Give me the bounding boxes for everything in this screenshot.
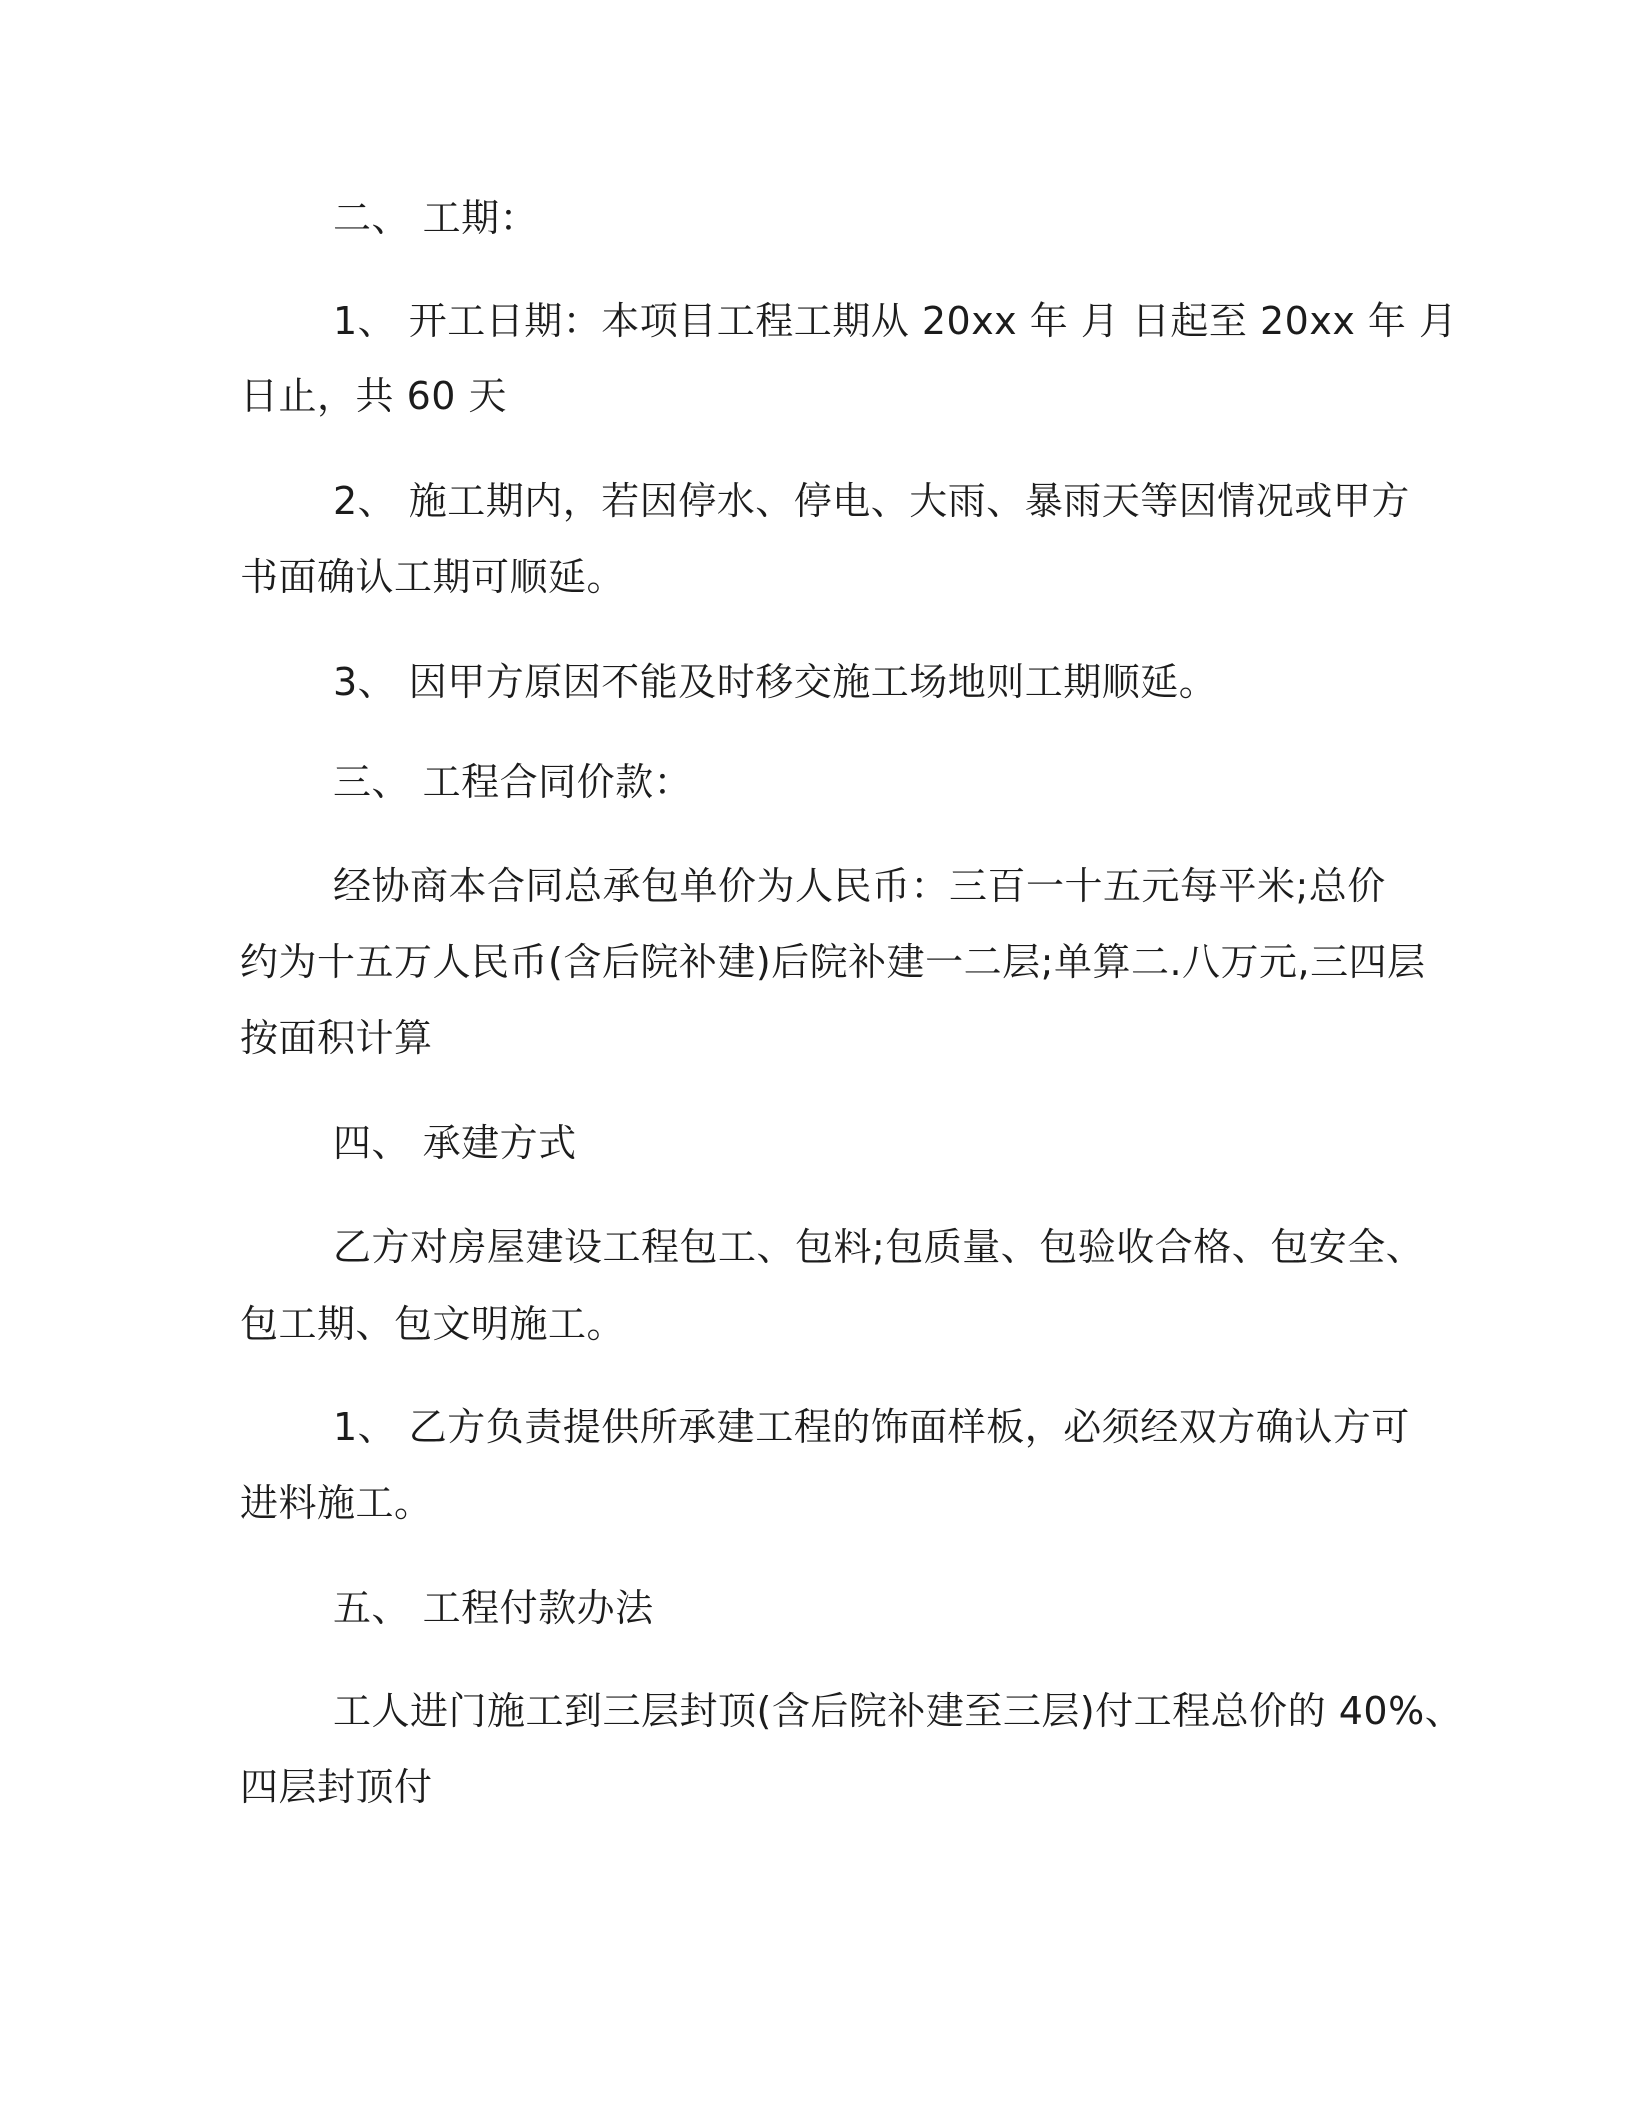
paragraph-delay-line1: 2、 施工期内，若因停水、停电、大雨、暴雨天等因情况或甲方	[333, 479, 1410, 523]
paragraph-sample-line1: 1、 乙方负责提供所承建工程的饰面样板，必须经双方确认方可	[333, 1405, 1410, 1449]
paragraph-start-date-line1: 1、 开工日期：本项目工程工期从 20xx 年 月 日起至 20xx 年 月	[333, 299, 1458, 343]
paragraph-contract-scope-line2: 包工期、包文明施工。	[240, 1302, 626, 1346]
section-heading-schedule: 二、 工期：	[333, 196, 539, 240]
paragraph-payment-line1: 工人进门施工到三层封顶(含后院补建至三层)付工程总价的 40%、	[333, 1689, 1464, 1733]
paragraph-start-date-line2: 日止，共 60 天	[240, 374, 508, 418]
section-heading-construction-mode: 四、 承建方式	[333, 1121, 577, 1165]
paragraph-site-handover: 3、 因甲方原因不能及时移交施工场地则工期顺延。	[333, 660, 1218, 704]
paragraph-payment-line2: 四层封顶付	[240, 1765, 433, 1809]
paragraph-contract-scope-line1: 乙方对房屋建设工程包工、包料;包质量、包验收合格、包安全、	[333, 1225, 1425, 1269]
paragraph-sample-line2: 进料施工。	[240, 1481, 433, 1525]
section-heading-contract-price: 三、 工程合同价款：	[333, 760, 693, 804]
paragraph-price-line2: 约为十五万人民币(含后院补建)后院补建一二层;单算二.八万元,三四层	[240, 940, 1426, 984]
section-heading-payment: 五、 工程付款办法	[333, 1586, 654, 1630]
paragraph-delay-line2: 书面确认工期可顺延。	[240, 555, 626, 599]
paragraph-price-line3: 按面积计算	[240, 1016, 433, 1060]
paragraph-price-line1: 经协商本合同总承包单价为人民币：三百一十五元每平米;总价	[333, 864, 1386, 908]
